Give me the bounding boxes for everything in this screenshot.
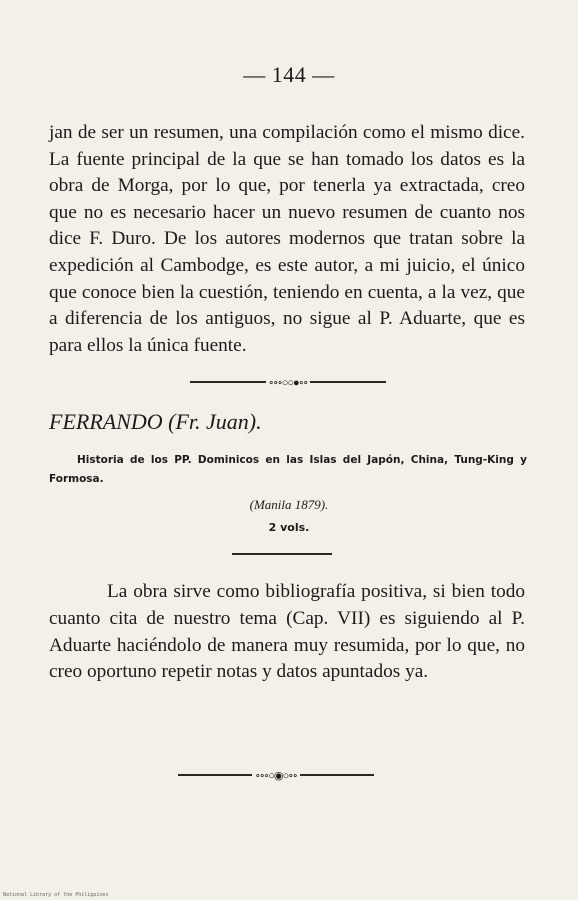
divider-ornament-glyphs: ∘∘∘○○●∘∘ [268,376,308,389]
section-divider-ornament [190,376,386,388]
closing-divider-ornament [178,769,374,781]
body-paragraph-2 [49,579,525,686]
entry-underline-rule [232,553,332,555]
divider-rule-right [310,381,386,383]
divider-rule-left [190,381,266,383]
closing-ornament-glyphs: ∘∘∘○◉○∘∘ [255,769,297,782]
body-paragraph-1: jan de ser un resumen, una compilación como el mismo dice. La fuente principal de la que se han tomado los datos es la obra de Morga, por lo que, por tenerla ya extractada, creo que no es necesario hacer un nuevo resumen de cuanto nos dice F. Duro. De los autores modernos que tratan sobre la expedición al Cambodge, es este autor, a mi juicio, el único que conoce bien la cuestión, teniendo en cuenta, a la vez, que a diferencia de los antiguos, no sigue al P. Aduarte, que es para ellos la única fuente. [49,122,525,356]
closing-rule-right [300,774,374,776]
entry-volumes: 2 vols. [268,521,310,534]
entry-author: FERRANDO (Fr. Juan). [49,409,262,434]
closing-rule-left [178,774,252,776]
entry-title: Historia de los PP. Dominicos en las Islas del Japón, China, Tung-King y Formosa. [49,454,527,485]
page-number: — 144 — [243,62,335,87]
body-paragraph-2-text: La obra sirve como bibliografía positiva, si bien todo cuanto cita de nuestro tema (Cap. VII) es siguiendo al P. Aduarte haciéndolo de manera muy resumida, por lo que, no creo oportuno repetir notas y datos apuntados ya. [49,581,525,683]
scan-credit: National Library of the Philippines [3,892,109,898]
entry-imprint: (Manila 1879). [249,497,329,512]
